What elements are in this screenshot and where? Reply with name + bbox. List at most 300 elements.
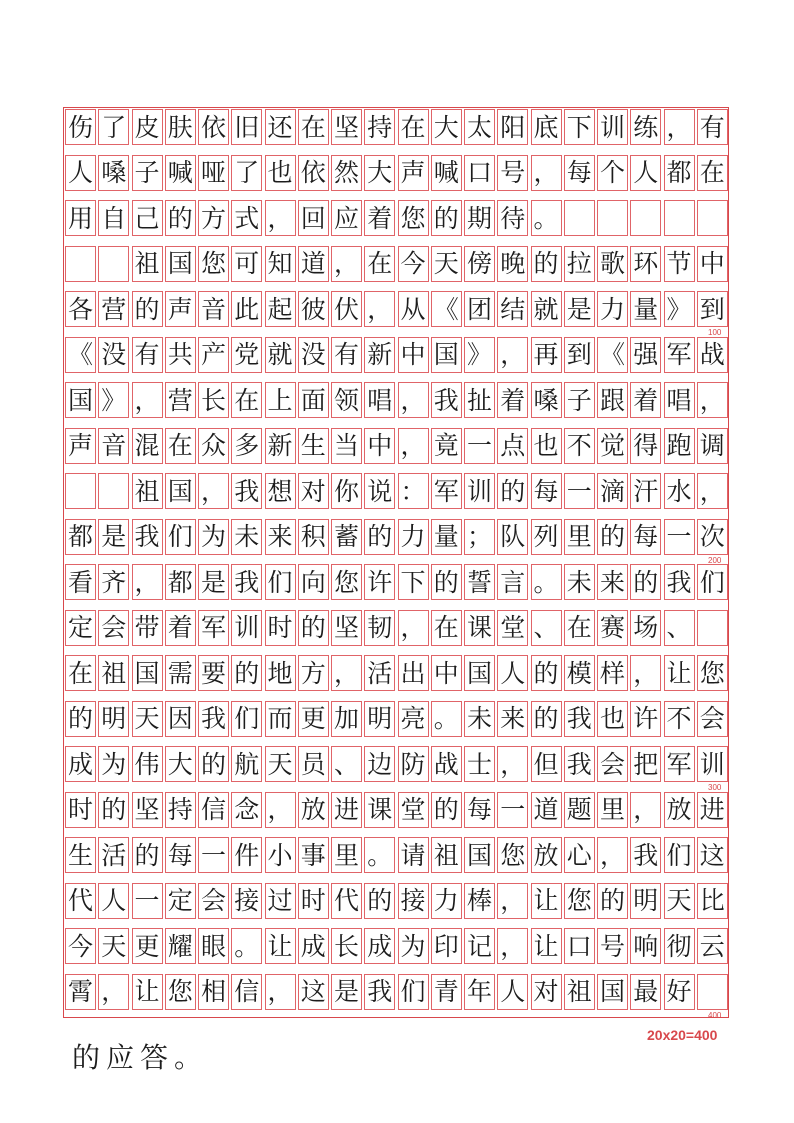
grid-cell: 件 (231, 837, 262, 873)
grid-cell: 活 (364, 655, 395, 691)
grid-cell: 每 (564, 155, 595, 191)
grid-row (63, 428, 729, 464)
grid-cell: 军 (431, 473, 462, 509)
grid-cell: 放 (531, 837, 562, 873)
grid-cell: 、 (664, 610, 695, 646)
grid-cell: 的 (132, 291, 163, 327)
grid-cell (697, 200, 728, 236)
grid-cell: 国 (431, 337, 462, 373)
grid-cell: 样 (597, 655, 628, 691)
grid-cell: 人 (497, 655, 528, 691)
grid-cell: 为 (398, 928, 429, 964)
grid-cell: 您 (198, 246, 229, 282)
grid-cell: 记 (464, 928, 495, 964)
grid-cell (697, 974, 728, 1010)
grid-cell: 我 (564, 701, 595, 737)
grid-row (63, 837, 729, 873)
grid-cell: 底 (531, 109, 562, 145)
grid-cell: 国 (464, 655, 495, 691)
char-count-marker: 100 (708, 328, 722, 337)
grid-row (63, 291, 729, 327)
grid-cell: ， (198, 473, 229, 509)
grid-cell: 战 (431, 746, 462, 782)
grid-cell: 训 (697, 746, 728, 782)
grid-cell: 进 (331, 792, 362, 828)
grid-cell: 积 (298, 519, 329, 555)
grid-cell: 祖 (132, 473, 163, 509)
grid-cell: 然 (331, 155, 362, 191)
grid-cell: ， (697, 473, 728, 509)
grid-cell: 也 (531, 428, 562, 464)
grid-cell (98, 473, 129, 509)
grid-cell: ， (398, 428, 429, 464)
grid-cell: 在 (431, 610, 462, 646)
grid-cell: 齐 (98, 564, 129, 600)
grid-cell: 上 (265, 382, 296, 418)
grid-cell: 成 (298, 928, 329, 964)
grid-cell: 。 (364, 837, 395, 873)
grid-cell: 持 (165, 792, 196, 828)
grid-cell: 着 (630, 382, 661, 418)
grid-cell: 未 (564, 564, 595, 600)
grid-count-note: 20x20=400 (647, 1027, 718, 1043)
grid-cell: 的 (165, 200, 196, 236)
grid-cell: 共 (165, 337, 196, 373)
grid-cell: 战 (697, 337, 728, 373)
grid-cell: 不 (664, 701, 695, 737)
grid-cell: 一 (464, 428, 495, 464)
grid-cell: 我 (198, 701, 229, 737)
grid-cell: 你 (331, 473, 362, 509)
grid-cell: 领 (331, 382, 362, 418)
grid-cell: 在 (298, 109, 329, 145)
grid-cell: 代 (331, 883, 362, 919)
grid-cell: 成 (65, 746, 96, 782)
grid-cell: 强 (630, 337, 661, 373)
grid-cell: 。 (231, 928, 262, 964)
grid-cell: 您 (497, 837, 528, 873)
grid-row (63, 610, 729, 646)
grid-cell: 们 (165, 519, 196, 555)
grid-cell: 年 (464, 974, 495, 1010)
grid-cell: 》 (664, 291, 695, 327)
grid-cell: 国 (464, 837, 495, 873)
grid-cell: 来 (265, 519, 296, 555)
grid-cell: 团 (464, 291, 495, 327)
grid-cell: 式 (231, 200, 262, 236)
grid-cell: 力 (597, 291, 628, 327)
grid-cell: ， (265, 792, 296, 828)
grid-cell: 得 (630, 428, 661, 464)
grid-row (63, 883, 729, 919)
grid-cell: 而 (265, 701, 296, 737)
grid-cell: 没 (98, 337, 129, 373)
grid-cell: 伏 (331, 291, 362, 327)
grid-cell: 喊 (165, 155, 196, 191)
grid-cell: 在 (364, 246, 395, 282)
grid-cell: 放 (298, 792, 329, 828)
grid-cell: 让 (265, 928, 296, 964)
grid-cell: 印 (431, 928, 462, 964)
grid-cell: 人 (65, 155, 96, 191)
grid-cell: 号 (497, 155, 528, 191)
grid-cell: 课 (464, 610, 495, 646)
grid-row (63, 792, 729, 828)
grid-cell: 明 (364, 701, 395, 737)
grid-cell: 我 (431, 382, 462, 418)
grid-cell: 道 (531, 792, 562, 828)
grid-cell: 这 (697, 837, 728, 873)
grid-cell: 子 (132, 155, 163, 191)
grid-cell: 个 (597, 155, 628, 191)
grid-cell: 更 (298, 701, 329, 737)
grid-cell: 定 (165, 883, 196, 919)
grid-cell: 这 (298, 974, 329, 1010)
grid-cell: 祖 (431, 837, 462, 873)
grid-cell: 再 (531, 337, 562, 373)
grid-cell: 调 (697, 428, 728, 464)
grid-cell: 祖 (98, 655, 129, 691)
grid-cell: ， (630, 792, 661, 828)
grid-cell: 是 (331, 974, 362, 1010)
grid-cell: 的 (65, 701, 96, 737)
grid-cell: 的 (198, 746, 229, 782)
grid-cell: 的 (364, 519, 395, 555)
grid-cell: 唱 (664, 382, 695, 418)
grid-cell: 相 (198, 974, 229, 1010)
grid-cell: 了 (98, 109, 129, 145)
grid-cell: 都 (165, 564, 196, 600)
grid-cell: 此 (231, 291, 262, 327)
grid-cell (630, 200, 661, 236)
grid-cell: 信 (198, 792, 229, 828)
grid-cell: 接 (398, 883, 429, 919)
grid-cell: 声 (65, 428, 96, 464)
grid-cell: 列 (531, 519, 562, 555)
grid-cell: 、 (531, 610, 562, 646)
grid-cell: 混 (132, 428, 163, 464)
grid-cell: 训 (231, 610, 262, 646)
grid-cell: 傍 (464, 246, 495, 282)
grid-cell: 阳 (497, 109, 528, 145)
grid-cell: 声 (398, 155, 429, 191)
grid-cell: 让 (531, 928, 562, 964)
grid-cell: 一 (664, 519, 695, 555)
grid-cell: 的 (431, 792, 462, 828)
grid-cell: 好 (664, 974, 695, 1010)
grid-cell: 生 (298, 428, 329, 464)
grid-cell: ： (398, 473, 429, 509)
grid-row (63, 200, 729, 236)
grid-cell: 一 (198, 837, 229, 873)
grid-cell: 没 (298, 337, 329, 373)
grid-cell: 课 (364, 792, 395, 828)
grid-cell: 模 (564, 655, 595, 691)
grid-cell: 了 (231, 155, 262, 191)
grid-cell: 我 (364, 974, 395, 1010)
grid-cell: ， (630, 655, 661, 691)
grid-cell: 们 (265, 564, 296, 600)
grid-cell: 是 (98, 519, 129, 555)
grid-row (63, 564, 729, 600)
grid-cell: 在 (564, 610, 595, 646)
grid-row (63, 519, 729, 555)
grid-cell: 让 (664, 655, 695, 691)
grid-cell: 回 (298, 200, 329, 236)
grid-cell: ， (497, 746, 528, 782)
grid-cell: 唱 (364, 382, 395, 418)
grid-cell: 中 (697, 246, 728, 282)
grid-cell: 小 (265, 837, 296, 873)
grid-cell: 党 (231, 337, 262, 373)
grid-cell: 节 (664, 246, 695, 282)
grid-cell: 今 (398, 246, 429, 282)
grid-cell: 都 (664, 155, 695, 191)
grid-cell: 时 (265, 610, 296, 646)
grid-cell: 代 (65, 883, 96, 919)
grid-cell (597, 200, 628, 236)
grid-cell: 新 (265, 428, 296, 464)
grid-cell: 我 (231, 473, 262, 509)
grid-cell: 说 (364, 473, 395, 509)
grid-cell: 员 (298, 746, 329, 782)
grid-cell: 因 (165, 701, 196, 737)
grid-cell: 我 (231, 564, 262, 600)
grid-cell: 来 (597, 564, 628, 600)
grid-cell: ， (398, 382, 429, 418)
grid-cell: 国 (597, 974, 628, 1010)
grid-cell: 我 (132, 519, 163, 555)
grid-cell: 旧 (231, 109, 262, 145)
grid-cell: 向 (298, 564, 329, 600)
grid-cell: 着 (364, 200, 395, 236)
grid-cell: 扯 (464, 382, 495, 418)
grid-cell: 在 (398, 109, 429, 145)
grid-cell: 青 (431, 974, 462, 1010)
grid-cell: 们 (664, 837, 695, 873)
grid-cell: 让 (531, 883, 562, 919)
grid-cell: 有 (132, 337, 163, 373)
grid-cell: 着 (165, 610, 196, 646)
grid-cell: 军 (664, 337, 695, 373)
grid-cell: 期 (464, 200, 495, 236)
grid-cell: 长 (331, 928, 362, 964)
grid-cell: 事 (298, 837, 329, 873)
grid-cell: 对 (298, 473, 329, 509)
grid-cell: 也 (597, 701, 628, 737)
grid-cell: ， (497, 337, 528, 373)
grid-cell: 知 (265, 246, 296, 282)
grid-cell: 赛 (597, 610, 628, 646)
grid-cell: 产 (198, 337, 229, 373)
grid-cell: 方 (298, 655, 329, 691)
grid-cell: 众 (198, 428, 229, 464)
grid-row (63, 928, 729, 964)
grid-cell: 耀 (165, 928, 196, 964)
grid-cell: 在 (65, 655, 96, 691)
grid-cell: 次 (697, 519, 728, 555)
grid-cell: 念 (231, 792, 262, 828)
grid-cell: 们 (697, 564, 728, 600)
grid-cell: 训 (597, 109, 628, 145)
grid-cell: 太 (464, 109, 495, 145)
grid-cell: 下 (398, 564, 429, 600)
grid-cell: 彼 (298, 291, 329, 327)
grid-cell: 国 (165, 473, 196, 509)
grid-cell (697, 610, 728, 646)
grid-cell: 我 (630, 837, 661, 873)
grid-cell: 练 (630, 109, 661, 145)
grid-cell: 天 (265, 746, 296, 782)
grid-row (63, 155, 729, 191)
grid-cell: 更 (132, 928, 163, 964)
grid-cell: ， (132, 564, 163, 600)
grid-cell: 明 (98, 701, 129, 737)
grid-cell: 许 (364, 564, 395, 600)
grid-cell: 出 (398, 655, 429, 691)
grid-cell: 人 (630, 155, 661, 191)
grid-cell: 营 (98, 291, 129, 327)
grid-cell: 请 (398, 837, 429, 873)
grid-cell: 誓 (464, 564, 495, 600)
grid-cell: 是 (198, 564, 229, 600)
grid-cell: 中 (431, 655, 462, 691)
grid-cell: 长 (198, 382, 229, 418)
grid-cell: 您 (331, 564, 362, 600)
grid-cell: 力 (398, 519, 429, 555)
grid-cell: 天 (98, 928, 129, 964)
grid-cell: 《 (431, 291, 462, 327)
grid-cell: 不 (564, 428, 595, 464)
grid-cell: 的 (231, 655, 262, 691)
grid-cell: 结 (497, 291, 528, 327)
grid-cell: 拉 (564, 246, 595, 282)
grid-cell: 的 (364, 883, 395, 919)
grid-cell: 边 (364, 746, 395, 782)
grid-cell: 加 (331, 701, 362, 737)
grid-cell: 们 (398, 974, 429, 1010)
grid-cell: 成 (364, 928, 395, 964)
grid-cell: ， (497, 883, 528, 919)
grid-cell: 音 (98, 428, 129, 464)
grid-cell: 最 (630, 974, 661, 1010)
grid-cell: ， (398, 610, 429, 646)
grid-cell: 一 (132, 883, 163, 919)
grid-cell: 有 (331, 337, 362, 373)
grid-cell: 今 (65, 928, 96, 964)
grid-cell: 在 (165, 428, 196, 464)
grid-cell: 生 (65, 837, 96, 873)
grid-cell: 《 (65, 337, 96, 373)
grid-cell: 。 (531, 564, 562, 600)
grid-cell: 堂 (398, 792, 429, 828)
grid-cell: 的 (630, 564, 661, 600)
grid-cell: 堂 (497, 610, 528, 646)
grid-cell: 您 (697, 655, 728, 691)
grid-cell: 》 (98, 382, 129, 418)
grid-cell: 放 (664, 792, 695, 828)
grid-cell: 云 (697, 928, 728, 964)
grid-cell: 。 (431, 701, 462, 737)
grid-cell: 大 (165, 746, 196, 782)
grid-cell: 中 (364, 428, 395, 464)
grid-cell: 晚 (497, 246, 528, 282)
grid-cell: 眼 (198, 928, 229, 964)
grid-cell: 口 (564, 928, 595, 964)
grid-cell: 题 (564, 792, 595, 828)
grid-cell: 每 (165, 837, 196, 873)
grid-cell: 要 (198, 655, 229, 691)
grid-cell: 还 (265, 109, 296, 145)
grid-cell: 坚 (331, 610, 362, 646)
grid-cell: 时 (298, 883, 329, 919)
grid-row (63, 473, 729, 509)
grid-cell: 口 (464, 155, 495, 191)
grid-cell: 下 (564, 109, 595, 145)
grid-cell: 未 (231, 519, 262, 555)
grid-cell: 力 (431, 883, 462, 919)
grid-cell: ， (364, 291, 395, 327)
grid-cell: 进 (697, 792, 728, 828)
grid-cell: 信 (231, 974, 262, 1010)
grid-cell: 应 (331, 200, 362, 236)
grid-cell: 航 (231, 746, 262, 782)
grid-cell: 就 (265, 337, 296, 373)
grid-cell: 时 (65, 792, 96, 828)
grid-cell: 伤 (65, 109, 96, 145)
char-count-marker: 300 (708, 783, 722, 792)
grid-row (63, 246, 729, 282)
grid-cell: 方 (198, 200, 229, 236)
grid-cell: 里 (331, 837, 362, 873)
grid-cell: 里 (597, 792, 628, 828)
grid-cell: 天 (132, 701, 163, 737)
grid-cell: 道 (298, 246, 329, 282)
grid-cell: 汗 (630, 473, 661, 509)
grid-row (63, 974, 729, 1010)
grid-cell: 从 (398, 291, 429, 327)
grid-cell: 。 (531, 200, 562, 236)
grid-cell: 都 (65, 519, 96, 555)
grid-cell: ， (265, 974, 296, 1010)
grid-cell: 的 (431, 200, 462, 236)
grid-row (63, 701, 729, 737)
grid-cell: 定 (65, 610, 96, 646)
grid-cell: 您 (564, 883, 595, 919)
grid-row (63, 382, 729, 418)
grid-cell: 国 (132, 655, 163, 691)
grid-cell: 蓄 (331, 519, 362, 555)
grid-cell: 祖 (564, 974, 595, 1010)
grid-cell: 跑 (664, 428, 695, 464)
grid-cell: 国 (65, 382, 96, 418)
grid-cell: 军 (198, 610, 229, 646)
grid-cell: 的 (597, 519, 628, 555)
grid-cell: 接 (231, 883, 262, 919)
grid-cell: 看 (65, 564, 96, 600)
grid-row (63, 337, 729, 373)
grid-cell: 士 (464, 746, 495, 782)
grid-cell: 我 (564, 746, 595, 782)
char-count-marker: 400 (708, 1010, 722, 1020)
grid-cell: 过 (265, 883, 296, 919)
grid-cell (98, 246, 129, 282)
grid-cell: 歌 (597, 246, 628, 282)
grid-cell: 言 (497, 564, 528, 600)
grid-row (63, 109, 729, 145)
grid-cell: 营 (165, 382, 196, 418)
grid-cell: 比 (697, 883, 728, 919)
